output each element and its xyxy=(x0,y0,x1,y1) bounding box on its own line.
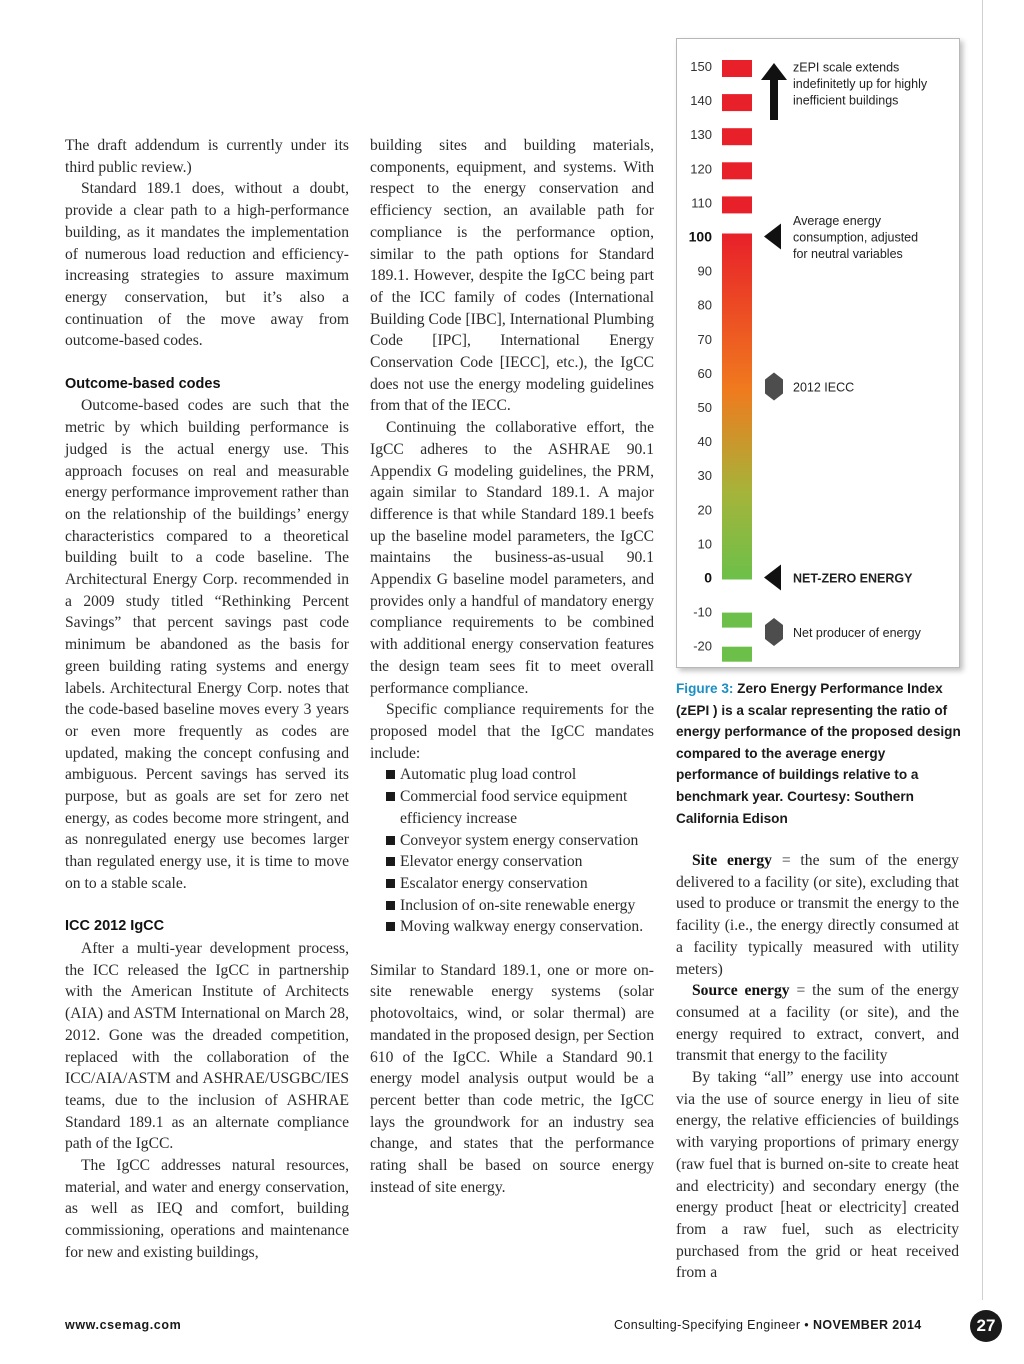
up-arrow-icon xyxy=(761,63,787,120)
list-item: Inclusion of on-site renewable energy xyxy=(400,895,654,917)
tick-label: 20 xyxy=(697,502,712,518)
list-item: Conveyor system energy conservation xyxy=(400,830,654,852)
red-block xyxy=(722,196,752,213)
paragraph: The draft addendum is currently under its third public review.) xyxy=(65,137,349,176)
red-block xyxy=(722,60,752,77)
term-site-energy: Site energy xyxy=(692,852,772,869)
annotation-label: consumption, adjusted xyxy=(793,230,919,245)
tick-label: 100 xyxy=(688,228,712,245)
paragraph: building sites and building materials, components, equipment, and systems. With respect to the energy conservation and efficiency section, an available path for compliance is the performance option, similar to the path options for Standard 189.1. However, despite the IgCC being part of the ICC family of codes (International Building Code [IBC], International Plumbing Code [IPC], International Energy Conservation Code [IECC], etc.), the IgCC does not use the energy modeling guidelines from that of the IECC. xyxy=(370,137,654,415)
red-block xyxy=(722,94,752,111)
list-item: Automatic plug load control xyxy=(400,764,654,786)
tick-label: 80 xyxy=(697,297,712,313)
footer-url: www.csemag.com xyxy=(65,1318,182,1332)
tick-label: -20 xyxy=(693,638,712,654)
annotation-label: indefinitetly up for highly xyxy=(793,77,928,92)
caption-label: Figure 3: xyxy=(676,681,734,696)
triangle-marker-icon xyxy=(764,565,781,591)
paragraph-site-energy: Site energy = the sum of the energy delivered to a facility (or site), excluding that used to produce or transmit the energy to the facility (i.e., the energy directly consumed at a facility typically measured with utility meters) xyxy=(676,852,959,978)
paragraph: By taking “all” energy use into account via the use of source energy in lieu of site energy, the relative efficiencies of buildings with varying proportions of primary energy (raw fuel that is burned on-site to create heat and electricity) and secondary energy (the energy product [heat or electricity] created from a raw fuel, such as electricity purchased from the grid or heat received from a xyxy=(676,1069,959,1282)
list-item: Elevator energy conservation xyxy=(400,851,654,873)
page-edge-rule xyxy=(982,0,983,1300)
tick-label: 140 xyxy=(690,93,712,109)
zepi-chart xyxy=(677,39,959,667)
tick-label: 130 xyxy=(690,127,712,143)
paragraph: Specific compliance requirements for the proposed model that the IgCC mandates include: xyxy=(370,701,654,762)
tick-label: 110 xyxy=(691,195,712,211)
tick-label: 150 xyxy=(690,59,712,74)
column-3 xyxy=(676,850,959,1284)
paragraph: The IgCC addresses natural resources, material, and water and energy conservation, as well as IEQ and comfort, building commissioning, operations and maintenance for new and existing buildings, xyxy=(65,1157,349,1261)
annotation-label: Average energy xyxy=(793,214,882,228)
annotation-label: for neutral variables xyxy=(793,247,903,261)
tick-label: 50 xyxy=(697,400,712,415)
annotation-label: 2012 IECC xyxy=(793,380,855,395)
tick-label: 40 xyxy=(697,434,712,450)
list-item: Escalator energy conservation xyxy=(400,873,654,895)
paragraph-source-energy: Source energy = the sum of the energy consumed at a facility (or site), and the energy required to extract, convert, and transmit that energy to the facility xyxy=(676,982,959,1065)
section-heading-outcome: Outcome-based codes xyxy=(65,375,221,392)
paragraph: Standard 189.1 does, without a doubt, provide a clear path to a high-performance building, as it mandates the implementation of numerous load reduction and efficiency-increasing strategies to assure maximum energy conservation, but it’s also a continuation of the move away from outcome-based codes. xyxy=(65,180,349,350)
term-source-energy: Source energy xyxy=(692,982,790,1000)
annotation-label: Net producer of energy xyxy=(793,626,921,641)
tick-label: -10 xyxy=(693,604,712,620)
page-number: 27 xyxy=(970,1310,1002,1342)
section-heading-icc: ICC 2012 IgCC xyxy=(65,918,165,935)
green-block xyxy=(722,647,752,662)
paragraph: After a multi-year development process, the ICC released the IgCC in partnership with the American Institute of Architects (AIA) and ASTM International on March 28, 2012. Gone was the dreaded competition, replaced with the collaboration of the ICC/AIA/ASTM and ASHRAE/USGBC/IES teams, due to the inclusion of ASHRAE Standard 189.1 as an alternate compliance path of the IgCC. xyxy=(65,939,349,1153)
paragraph: Outcome-based codes are such that the metric by which building performance is judged is the actual energy use. This approach focuses on real and measurable energy performance improvement rather than on the relationship of the buildings’ energy characteristics compared to a theoretical building built to a code baseline. The Architectural Energy Corp. recommended in a 2009 study titled “Rethinking Percent Savings” that percent savings past code minimum be abandoned as the basis for green building rating systems and energy labels. Architectural Energy Corp. notes that the code-based baseline moves every 3 years or even more frequently as codes are updated, making the concept confusing and ambiguous. Percent savings has served its purpose, but as goals are set for zero net energy, as codes become more stringent, and as nonregulated energy use becomes larger than regulated energy use, it is time to move on to a stable scale. xyxy=(65,397,349,892)
paragraph: Continuing the collaborative effort, the IgCC adheres to the ASHRAE 90.1 Appendix G modeling guidelines, the PRM, again similar to Standard 189.1. A major difference is that while Standard 189.1 beefs up the baseline model parameters, the IgCC maintains the business-as-usual 90.1 Appendix G baseline model parameters, and provides only a handful of mandatory energy compliance requirements to be combined with additional energy conservation features the design team sees fit to meet overall performance compliance. xyxy=(370,419,654,697)
caption-text: Zero Energy Performance Index (zEPI ) is a scalar representing the ratio of energy performance of the proposed design compared to the average energy performance of buildings relative to a benchmark year. Courtesy: Southern California Edison xyxy=(676,681,961,826)
column-2 xyxy=(370,135,654,1198)
footer-publication: Consulting-Specifying Engineer • NOVEMBER 2014 xyxy=(614,1318,922,1332)
green-block xyxy=(722,613,752,628)
annotation-label: inefficient buildings xyxy=(793,93,899,108)
red-block xyxy=(722,128,752,145)
hexagon-marker-icon xyxy=(765,618,783,646)
column-1 xyxy=(65,135,349,1264)
tick-label: 60 xyxy=(697,365,712,381)
tick-label: 10 xyxy=(697,536,712,552)
hexagon-marker-icon xyxy=(765,373,783,401)
paragraph: Similar to Standard 189.1, one or more on-site renewable energy systems (solar photovoltaics, wind, or solar thermal) are mandated in the proposed design, per Section 610 of the IgCC. While a Standard 90.1 energy model analysis output would be a percent better than code metric, the IgCC lays the groundwork for an industry sea change, and states that the performance rating shall be based on source energy instead of site energy. xyxy=(370,961,654,1196)
tick-label: 70 xyxy=(697,331,712,347)
zepi-figure xyxy=(676,38,960,668)
requirements-list xyxy=(370,764,654,938)
tick-label: 30 xyxy=(697,468,712,484)
red-block xyxy=(722,162,752,179)
gradient-bar xyxy=(722,234,752,580)
annotation-label: NET-ZERO ENERGY xyxy=(793,571,913,586)
triangle-marker-icon xyxy=(764,224,781,250)
figure-caption xyxy=(676,678,966,829)
list-item: Moving walkway energy conservation. xyxy=(400,916,654,938)
tick-label: 120 xyxy=(690,161,712,177)
list-item: Commercial food service equipment efficiency increase xyxy=(400,786,654,829)
annotation-label: zEPI scale extends xyxy=(793,60,900,75)
tick-label: 90 xyxy=(697,263,712,279)
tick-label: 0 xyxy=(704,569,712,586)
